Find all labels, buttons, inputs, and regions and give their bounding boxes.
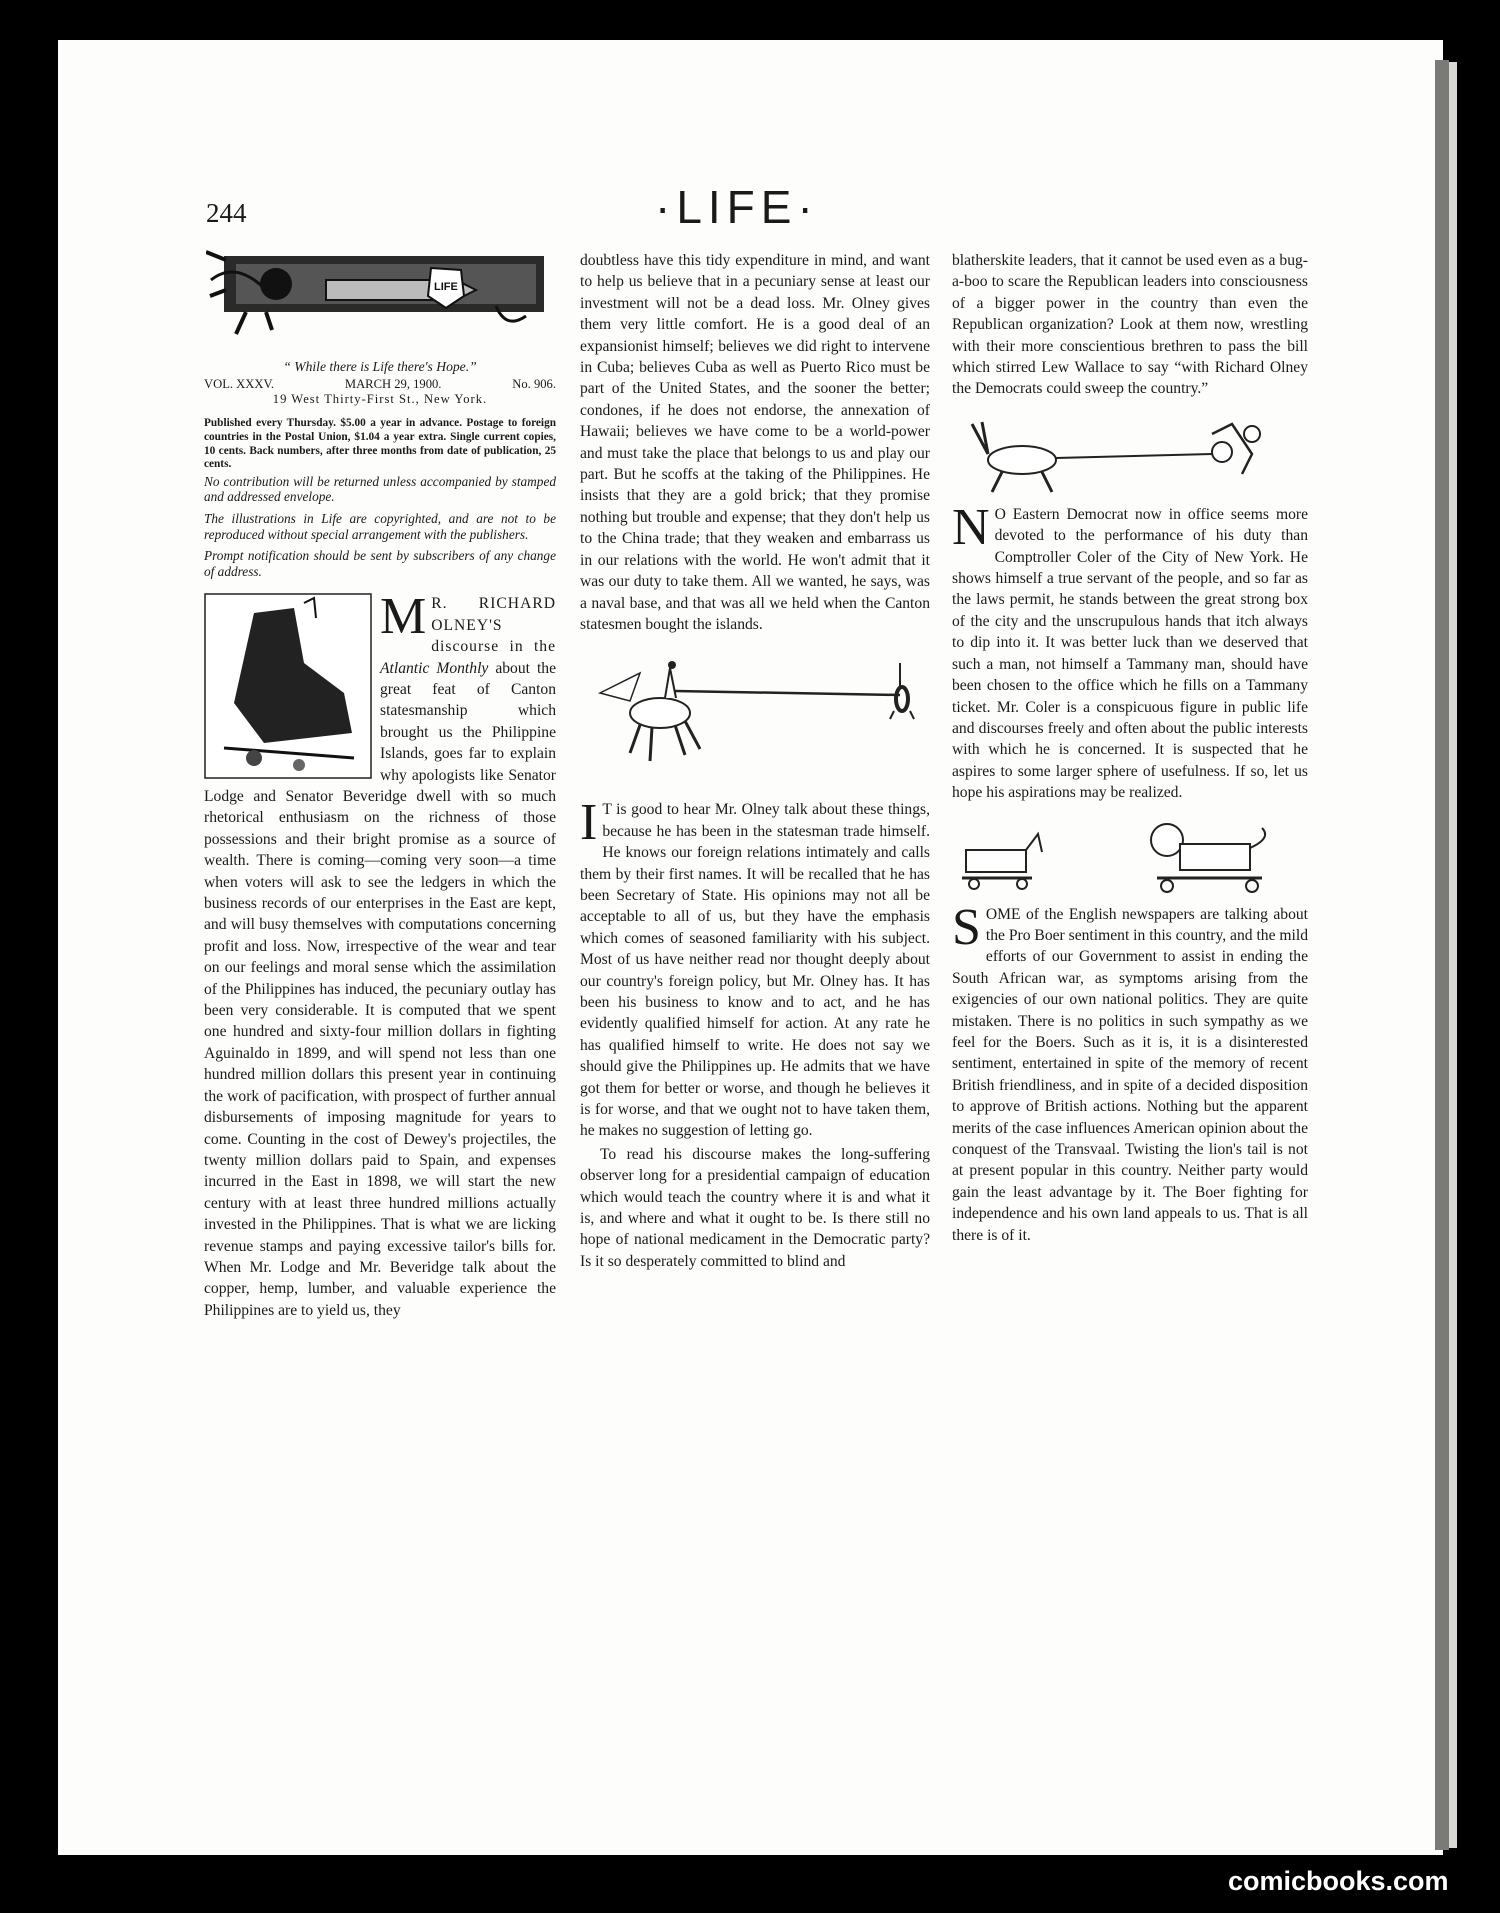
issue-number: No. 906. xyxy=(512,377,556,392)
issue-date: MARCH 29, 1900. xyxy=(344,377,442,392)
boot-illustration xyxy=(204,593,372,779)
dropcap-n: N xyxy=(952,498,990,556)
article-olney-part-1: M R. RICHARD OLNEY'S discourse in the Atlantic Monthly about the great feat of Canton statesmanship which brought us the Philippine Islands, goes far to explain why apologists like Senator Lodge and Senator Beveridge dwell with so much rhetorical enthusiasm on the richness of those possessions and their bright promise as a source of wealth. There is coming—coming very soon—a time when voters will ask to see the ledgers in which the business records of our enterprises in the East are kept, and will busy themselves with computations concerning profit and loss. Now, irrespective of the wear and tear on our feelings and moral sense which the assimilation of the Philippines has induced, the pecuniary outlay has been very considerable. It is computed that we spent one hundred and sixty-four million dollars in fighting Aguinaldo in 1899, and will spend not less than one hundred million dollars this present year in continuing the work of pacification, with prospect of further annual disbursements of imposing magnitude for years to come. Counting in the cost of Dewey's projectiles, the twenty million dollars paid to Spain, and expenses incurred in the East in 1898, we will start the new century with at least three hundred millions actually invested in the Philippines. That is what we are licking revenue stamps and paying excessive tailor's bills for. When Mr. Lodge and Mr. Beveridge talk about the copper, hemp, lumber, and valuable experience the Philippines are to yield us, they xyxy=(204,588,556,1319)
masthead-title: ·LIFE· xyxy=(655,181,819,233)
article-boers: SOME of the English newspapers are talking about the Pro Boer sentiment in this country, and the mild efforts of our Government to assist in ending the South African war, as symptoms arising from the exigencies of our own national politics. They are quite mistaken. There is no politics in such sympathy as we feel for the Boers. Such as it is, it is a disinterested sentiment, entertained in spite of the memory of recent British friendliness, and in spite of a decided disposition to approve of British actions. Nothing but the apparent merits of the case influences American opinion about the conquest of the Transvaal. Twisting the lion's tail is not at present popular in this country. Neither party would gain the least advantage by it. The Boer fighting for independence and his own land appeals to us. That is all there is of it. xyxy=(952,898,1308,1244)
magazine-title: Atlantic Monthly xyxy=(380,659,489,677)
column-3 xyxy=(952,250,1308,1246)
article-coler: N O Eastern Democrat now in office seems more devoted to the performance of his duty than Comptroller Coler of the City of New York. He shows himself a true servant of the people, and so far as the laws permit, he stands between the great strong box of the city and the unscrupulous hands that itch always to dip into it. It was better luck than we deserved that such a man, not himself a Tammany man, should have been chosen to the office which he fills on a Tammany ticket. Mr. Coler is a conspicuous figure in public life and discourses freely and often about the public interests with which he is concerned. It is suspected that he aspires to some larger sphere of usefulness. If so, let us hope his aspirations may be realized. xyxy=(952,498,1308,802)
copyright-notice: The illustrations in Life are copyrighted, and are not to be reproduced without special arrangement with the publishers. xyxy=(204,510,556,542)
article-statesman: I T is good to hear Mr. Olney talk about these things, because he has been in the statesman trade himself. He knows our foreign relations intimately and calls them by their first names. It will be recalled that he has been Secretary of State. His opinions may not all be acceptable to all of us, but they have the emphasis which comes of seasoned familiarity with his subject. Most of us have neither read nor thought deeply about our country's foreign policy, but Mr. Olney has. It has been his business to know and to act, and he has evidently qualified himself for action. At any rate he has qualified himself to write. He does not say we should give the Philippines up. He admits that we have got them for better or worse, and though he believes it is for worse, and that we ought not to have taken them, he makes no suggestion of letting go. xyxy=(580,794,930,1140)
toy-animals-illustration xyxy=(952,818,1308,898)
svg-text:LIFE: LIFE xyxy=(434,281,458,293)
column-2 xyxy=(580,250,930,1272)
address-notice: Prompt notification should be sent by subscribers of any change of address. xyxy=(204,548,556,579)
page-number: 244 xyxy=(206,198,247,228)
article-campaign: To read his discourse makes the long-suffering observer long for a presidential campaign of education which would teach the country where it is and what it is, and where and what it ought to be. Is there still no hope of national medicament in the Democratic party? Is it so desperately committed to blind and xyxy=(580,1145,930,1270)
dropcap-s: S xyxy=(952,898,981,956)
column-1 xyxy=(204,356,556,1321)
watermark: comicbooks.com xyxy=(1228,1866,1449,1896)
publisher-address: 19 West Thirty-First St., New York. xyxy=(272,392,488,407)
article-campaign-continued: blatherskite leaders, that it cannot be used even as a bug-a-boo to scare the Republican leaders into consciousness of a bigger power in the country than even the Republican organization? Look at them now, wrestling with their more conscientious brethren to pass the bill which stirred Lew Wallace to say “with Richard Olney the Democrats could sweep the country.” xyxy=(952,252,1308,398)
publication-note: Published every Thursday. $5.00 a year in advance. Postage to foreign countries in the Postal Union, $1.04 a year extra. Single current copies, 10 cents. Back numbers, after three months from date of publication, 25 cents. xyxy=(204,417,556,471)
header-illustration xyxy=(206,250,550,340)
dropcap-m: M xyxy=(380,588,427,646)
page-spine xyxy=(1435,60,1449,1850)
contribution-notice: No contribution will be returned unless accompanied by stamped and addressed envelope. xyxy=(204,473,556,505)
dropcap-i: I xyxy=(580,794,598,852)
article-olney-part-2: doubtless have this tidy expenditure in mind, and want to help us believe that in a pecuniary sense at least our investment will not be a dead loss. Mr. Olney gives them very little comfort. He is a good deal of an expansionist himself; believes we did right to intervene in Cuba; believes Cuba as well as Puerto Rico must be part of the United States, and the sooner the better; condones, if he does not endorse, the annexation of Hawaii; believes we have come to be a world-power and must take the place that belongs to us and play our part. But he scoffs at the taking of the Philippines. He insists that they are a gold brick; that they promise nothing but trouble and expense; that they don't help us to the China trade; that they weaken and embarrass us in our relations with the world. He won't admit that it was our duty to take them. All we wanted, he says, was a naval base, and that was all we held when the Canton statesmen bought the islands. xyxy=(580,252,930,633)
next-page-edge xyxy=(1449,62,1457,1848)
issue-info xyxy=(204,377,556,392)
donkey-illustration xyxy=(952,414,1308,494)
knight-illustration xyxy=(580,653,930,771)
volume: VOL. XXXV. xyxy=(204,377,275,392)
masthead-motto: “ While there is Life there's Hope.” xyxy=(283,359,477,374)
